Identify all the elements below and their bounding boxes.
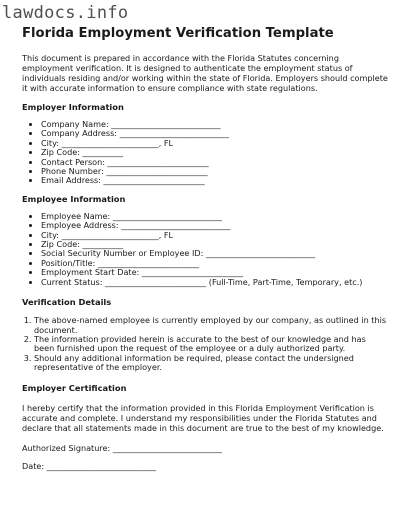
- authorized-signature-line: Authorized Signature: ___________________________: [22, 442, 223, 453]
- employer-field-list: [22, 120, 388, 186]
- employee-field-city: • City: ________________________, FL: [41, 231, 388, 240]
- employer-section-heading: Employer Information: [22, 102, 124, 112]
- verification-item: 3. Should any additional information be required, please contact the undersigned representative of the employer.: [34, 354, 388, 373]
- verification-section-heading: Verification Details: [22, 297, 112, 308]
- employee-field-zip-code: • Zip Code: __________: [41, 240, 388, 249]
- employer-field-phone-number: • Phone Number: _________________________: [41, 167, 388, 176]
- employee-field-list: [22, 212, 388, 287]
- employee-field-current-status: • Current Status: _________________________ (Full-Time, Part-Time, Temporary, etc.): [41, 278, 388, 287]
- watermark-logo: lawdocs.info: [2, 3, 129, 23]
- certification-section-heading: Employer Certification: [22, 382, 127, 393]
- document-title: Florida Employment Verification Template: [22, 26, 334, 41]
- date-line: Date: ___________________________: [22, 460, 156, 471]
- certification-paragraph: I hereby certify that the information provided in this Florida Employment Verification is accurate and complete. I understand my responsibilities under the Florida Statutes and declare that all statements made in this document are true to the best of my knowledge.: [22, 402, 384, 433]
- employee-section-heading: Employee Information: [22, 193, 126, 204]
- employee-field-position-title: • Position/Title: _________________________: [41, 259, 388, 268]
- employer-field-company-name: • Company Name: ___________________________: [41, 120, 388, 129]
- document: [22, 26, 388, 471]
- employer-field-contact-person: • Contact Person: _________________________: [41, 158, 388, 167]
- employer-field-company-address: • Company Address: ___________________________: [41, 129, 388, 138]
- employer-field-city: • City: ________________________, FL: [41, 139, 388, 148]
- intro-paragraph: This document is prepared in accordance with the Florida Statutes concerning employment verification. It is designed to authenticate the employment status of individuals residing and/or working within the state of Florida. Employers should complete it with accurate information to ensure compliance with state regulations.: [22, 53, 388, 93]
- employer-field-zip-code: • Zip Code: __________: [41, 148, 388, 157]
- verification-list: [22, 316, 388, 372]
- employee-field-start-date: • Employment Start Date: _________________________: [41, 268, 388, 277]
- employee-field-name: • Employee Name: ___________________________: [41, 212, 388, 221]
- employer-field-email-address: • Email Address: _________________________: [41, 176, 388, 185]
- employee-field-ssn-or-id: • Social Security Number or Employee ID: ___________________________: [41, 249, 388, 258]
- verification-item: 2. The information provided herein is accurate to the best of our knowledge and has been furnished upon the request of the employee or a duly authorized party.: [34, 335, 388, 354]
- employee-field-address: • Employee Address: ___________________________: [41, 221, 388, 230]
- verification-item: 1. The above-named employee is currently employed by our company, as outlined in this document.: [34, 316, 388, 335]
